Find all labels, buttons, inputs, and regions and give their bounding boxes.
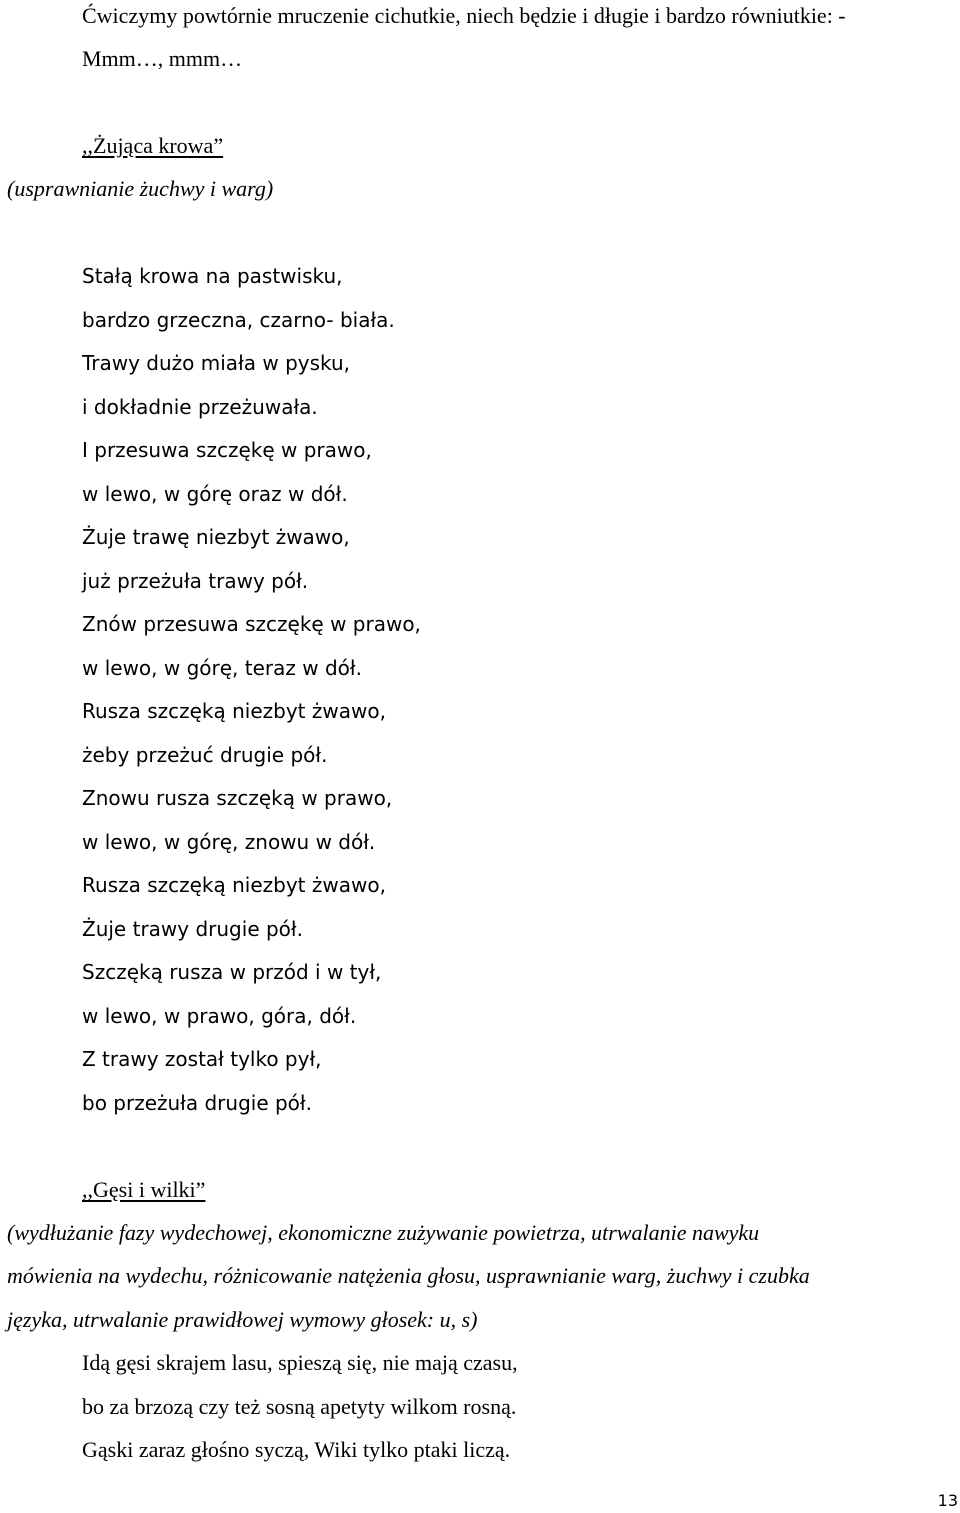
poem-line: Gąski zaraz głośno syczą, Wiki tylko ptaki liczą. [82,1437,511,1462]
poem-line: w lewo, w górę, znowu w dół. [82,830,376,854]
poem-line: Szczęką rusza w przód i w tył, [82,960,382,984]
poem-line: Żuje trawy drugie pół. [82,917,303,941]
poem-line: Z trawy został tylko pył, [82,1047,322,1071]
poem-line: Żuje trawę niezbyt żwawo, [82,525,350,549]
poem-line: I przesuwa szczękę w prawo, [82,438,372,462]
section1-subtitle: (usprawnianie żuchwy i warg) [7,176,274,201]
section2-subtitle-line: (wydłużanie fazy wydechowej, ekonomiczne zużywanie powietrza, utrwalanie nawyku [7,1220,760,1245]
section2-subtitle-line: mówienia na wydechu, różnicowanie natężenia głosu, usprawnianie warg, żuchwy i czubka [7,1263,810,1288]
poem-line: Rusza szczęką niezbyt żwawo, [82,699,386,723]
poem-line: żeby przeżuć drugie pół. [82,743,328,767]
section2-title: ,,Gęsi i wilki” [82,1177,206,1202]
poem-line: bardzo grzeczna, czarno- biała. [82,308,395,332]
intro-line-1: Ćwiczymy powtórnie mruczenie cichutkie, niech będzie i długie i bardzo równiutkie: - [82,3,846,28]
poem-line: w lewo, w prawo, góra, dół. [82,1004,357,1028]
poem-line: bo za brzozą czy też sosną apetyty wilkom rosną. [82,1394,517,1419]
poem-line: już przeżuła trawy pół. [82,569,309,593]
page-number: 13 [937,1491,958,1510]
poem-line: Rusza szczęką niezbyt żwawo, [82,873,386,897]
poem-line: i dokładnie przeżuwała. [82,395,318,419]
section1-title: ,,Żująca krowa” [82,133,224,158]
poem-line: w lewo, w górę, teraz w dół. [82,656,362,680]
poem-line: bo przeżuła drugie pół. [82,1091,312,1115]
poem-line: Znowu rusza szczęką w prawo, [82,786,393,810]
poem-line: Idą gęsi skrajem lasu, spieszą się, nie mają czasu, [82,1350,518,1375]
poem-line: w lewo, w górę oraz w dół. [82,482,348,506]
poem-line: Trawy dużo miała w pysku, [82,351,351,375]
section2-subtitle-line: języka, utrwalanie prawidłowej wymowy głosek: u, s) [7,1307,478,1332]
intro-line-2: Mmm…, mmm… [82,46,243,71]
poem-line: Stałą krowa na pastwisku, [82,264,343,288]
poem-line: Znów przesuwa szczękę w prawo, [82,612,421,636]
